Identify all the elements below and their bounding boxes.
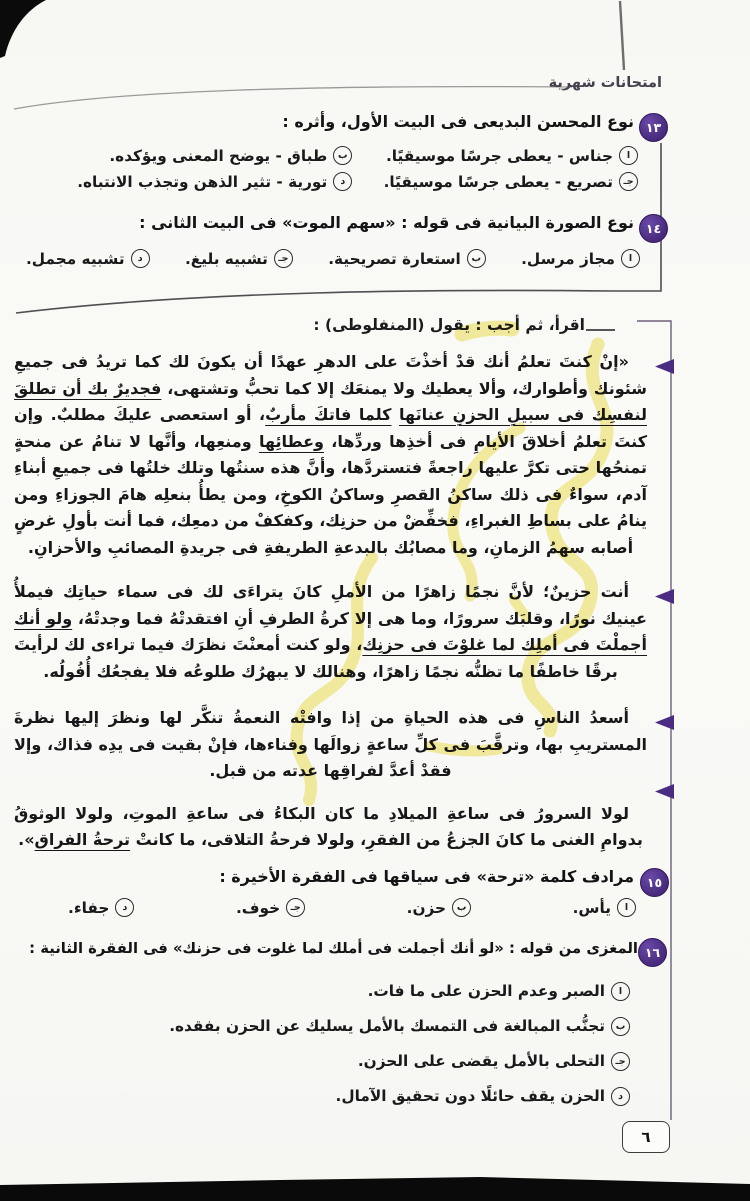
question-13-options (30, 146, 638, 191)
option-letter: جـ (619, 172, 638, 191)
paragraph-arrow-icon (655, 589, 674, 604)
option-letter: ا (621, 249, 640, 268)
option-letter: ا (619, 146, 638, 165)
question-15-text: مرادف كلمة «ترحة» فى سياقها فى الفقرة الأخيرة : (219, 867, 634, 886)
passage-paragraph-1: «إنْ كنتَ تعلمُ أنك قدْ أخذْتَ على الدهرِ عهدًا أن يكونَ لك كما تريدُ فى جميعِ شئونك وأطوارك، وألا يعطيك ولا يمنعَك إلا كما تحبُّ وتشتهى، فجديرٌ بك أن تطلقَ لنفسِك فى سبيلِ الحزنِ عنانَها كلما فاتكَ مأربٌ، أو استعصى عليكَ مطلبٌ. وإن كنتَ تعلمُ أخلاقَ الأيامِ فى أخذِها وردِّها، وعطائِها ومنعِها، وأنَّها لا تنامُ عن منحةٍ تمنحُها حتى تكرَّ عليها راجعةً فتستردَّها، وأنَّ هذه سنتُها وتلك خلتُها فى جميعِ أبناءِ آدم، سواءٌ فى ذلك ساكنُ القصرِ وساكنُ الكوخِ، ومن يطأُ بنعلِه هامَ الجوزاءِ ومن ينامُ على بساطِ الغبراءِ، فخفِّضْ من حزنِك، وكفكفْ من دمعِك، فما أنت بأولِ غرضٍ أصابه سهمُ الزمانِ، وما مصابُك بالبدعةِ الطريفةِ فى جريدةِ المصائبِ والأحزانِ. (14, 352, 648, 557)
option-b (169, 1013, 630, 1039)
paragraph-arrow-icon (655, 359, 674, 374)
option-text: مجاز مرسل. (521, 249, 615, 268)
option-letter: د (131, 249, 150, 268)
option-letter: د (611, 1087, 630, 1106)
option-letter: ا (611, 982, 630, 1001)
question-16-badge: ١٦ (638, 938, 667, 967)
option-letter: ب (611, 1017, 630, 1036)
question-15-badge: ١٥ (640, 868, 669, 897)
page-number-box: ٦ (622, 1121, 670, 1153)
header-rule-line (14, 87, 572, 109)
option-d (26, 249, 150, 268)
option-letter: د (115, 898, 134, 917)
reading-instruction: اقرأ، ثم أجب : يقول (المنفلوطى) : (313, 316, 585, 334)
option-a (169, 978, 630, 1004)
option-letter: ب (333, 146, 352, 165)
question-16-options (169, 978, 630, 1118)
option-b (407, 898, 471, 917)
option-letter: د (333, 172, 352, 191)
option-letter: ب (452, 898, 471, 917)
option-text: طباق - يوضح المعنى ويؤكده. (109, 146, 328, 165)
option-c (352, 172, 638, 191)
option-b (30, 146, 352, 165)
question-14-text: نوع الصورة البيانية فى قوله : «سهم الموت» فى البيت الثانى : (139, 213, 634, 232)
option-letter: جـ (286, 898, 305, 917)
option-c (236, 898, 305, 917)
passage-paragraph-3: أسعدُ الناسِ فى هذه الحياةِ من إذا وافتْه النعمةُ تنكَّر لها ونظرَ إليها نظرةَ المستريبِ بها، وترقَّبَ فى كلِّ ساعةٍ زوالَها وفناءها، فإنْ بقيت فى يدِه فذاك، وإلا فقدْ أعدَّ لفراقِها عدته من قبل. (14, 708, 647, 780)
option-a (352, 146, 638, 165)
option-d (30, 172, 352, 191)
option-letter: جـ (274, 249, 293, 268)
option-d (68, 898, 134, 917)
question-13-badge: ١٣ (639, 113, 668, 142)
option-d (169, 1083, 630, 1109)
paragraph-arrow-icon (655, 715, 674, 730)
option-text: حزن. (406, 898, 447, 917)
reading-passage (14, 349, 647, 854)
option-text: الصبر وعدم الحزن على ما فات. (367, 982, 605, 1000)
question-13-text: نوع المحسن البديعى فى البيت الأول، وأثره : (282, 112, 634, 131)
option-b (328, 249, 486, 268)
option-text: تورية - تثير الذهن وتجذب الانتباه. (77, 172, 328, 191)
option-a (521, 249, 640, 268)
option-a (573, 898, 636, 917)
option-text: استعارة تصريحية. (328, 249, 461, 268)
option-text: تجنُّب المبالغة فى التمسك بالأمل يسليك عن الحزن بفقده. (169, 1017, 605, 1035)
page-corner-shadow (0, 0, 46, 58)
page-bottom-shadow (0, 1177, 750, 1201)
option-text: يأس. (572, 898, 611, 917)
paragraph-arrow-icon (655, 784, 674, 799)
option-text: تشبيه بليغ. (184, 249, 268, 268)
option-text: الحزن يقف حائلًا دون تحقيق الآمال. (335, 1087, 605, 1105)
option-letter: ا (617, 898, 636, 917)
option-text: جفاء. (68, 898, 110, 917)
question-14-badge: ١٤ (639, 214, 668, 243)
passage-paragraph-2: أنت حزينٌ؛ لأنَّ نجمًا زاهرًا من الأملِ كانَ يتراءَى لك فى سماء حياتِك فيملأُ عينيك نورًا، وقلبَك سرورًا، وما هى إلا كرةُ الطرفِ أنِ افتقدتْهُ فما وجدتْهُ، ولو أنك أجملْتَ فى أملِك لما غلوْتَ فى حزنِك، ولو كنت أمعنْتَ نظرَك فيما تراءى لك لرأيتَ برقًا خاطفًا ما تظنُّه نجمًا زاهرًا، وهنالك لا يبهرُك طلوعُه فلا يفجعُك أُفُولُه. (14, 582, 648, 681)
passage-paragraph-4: لولا السرورُ فى ساعةِ الميلادِ ما كان البكاءُ فى ساعةِ الموتِ، ولولا الوثوقُ بدوامِ الغنى ما كانَ الجزعُ من الفقرِ، ولولا فرحةُ التلاقى، ما كانتْ ترحةُ الفراق». (14, 803, 643, 849)
option-letter: ب (467, 249, 486, 268)
option-text: تصريع - يعطى جرسًا موسيقيًا. (383, 172, 613, 191)
option-letter: جـ (611, 1052, 630, 1071)
option-text: تشبيه مجمل. (26, 249, 125, 268)
question-14-options (26, 249, 640, 268)
option-c (169, 1048, 630, 1074)
option-c (185, 249, 293, 268)
option-text: خوف. (235, 898, 281, 917)
section-header: امتحانات شهرية (548, 75, 662, 91)
spine-crease-line (620, 1, 624, 70)
option-text: جناس - يعطى جرسًا موسيقيًا. (385, 146, 613, 165)
question-16-text: المغزى من قوله : «لو أنك أجملت فى أملك لما غلوت فى حزنك» فى الفقرة الثانية : (29, 940, 638, 957)
question-15-options (68, 898, 636, 917)
option-text: التحلى بالأمل يقضى على الحزن. (357, 1052, 605, 1070)
